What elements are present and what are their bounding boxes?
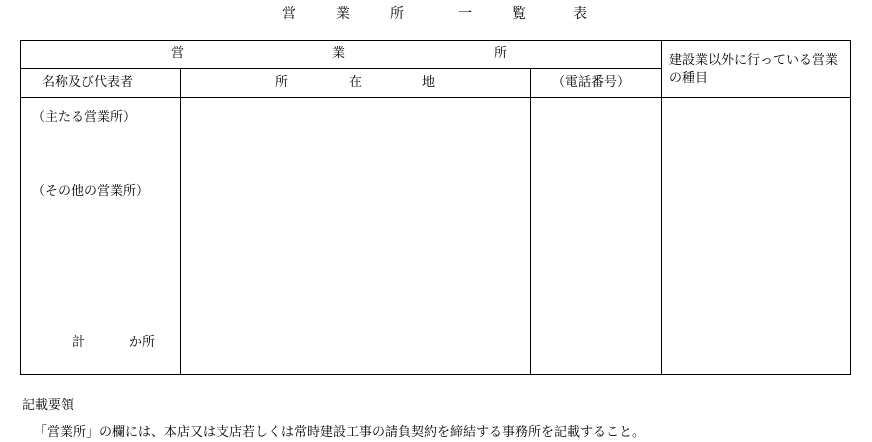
row-label-other-offices: （その他の営業所） [32,184,150,199]
header-char: 営 [171,46,185,61]
row-label-main-office: （主たる営業所） [32,110,137,125]
col-divider [180,68,181,375]
title-char: 所 [390,6,404,22]
title-char: 覧 [512,6,526,22]
title-char: 表 [573,6,587,22]
header-char: 所 [494,46,508,61]
total-unit: か所 [129,335,156,350]
header-other-business: 建設業以外に行っている営業の種目 [669,53,839,86]
location-char: 所 [275,75,289,90]
title-char: 業 [336,6,350,22]
header-char: 業 [332,46,346,61]
notes-line: 「営業所」の欄には、本店又は支店若しくは常時建設工事の請負契約を締結する事務所を記載すること。 [34,425,646,440]
office-list-table [20,40,851,375]
title-char: 一 [458,6,472,22]
total-label: 計 [72,335,86,350]
row-divider [20,97,851,98]
col-header-phone: （電話番号） [552,75,631,90]
row-divider [20,68,661,69]
notes-heading: 記載要領 [22,398,75,413]
col-divider [530,68,531,375]
title-char: 営 [282,6,296,22]
location-char: 地 [422,75,436,90]
location-char: 在 [349,75,363,90]
col-header-name: 名称及び代表者 [42,75,134,90]
col-divider [661,40,662,375]
